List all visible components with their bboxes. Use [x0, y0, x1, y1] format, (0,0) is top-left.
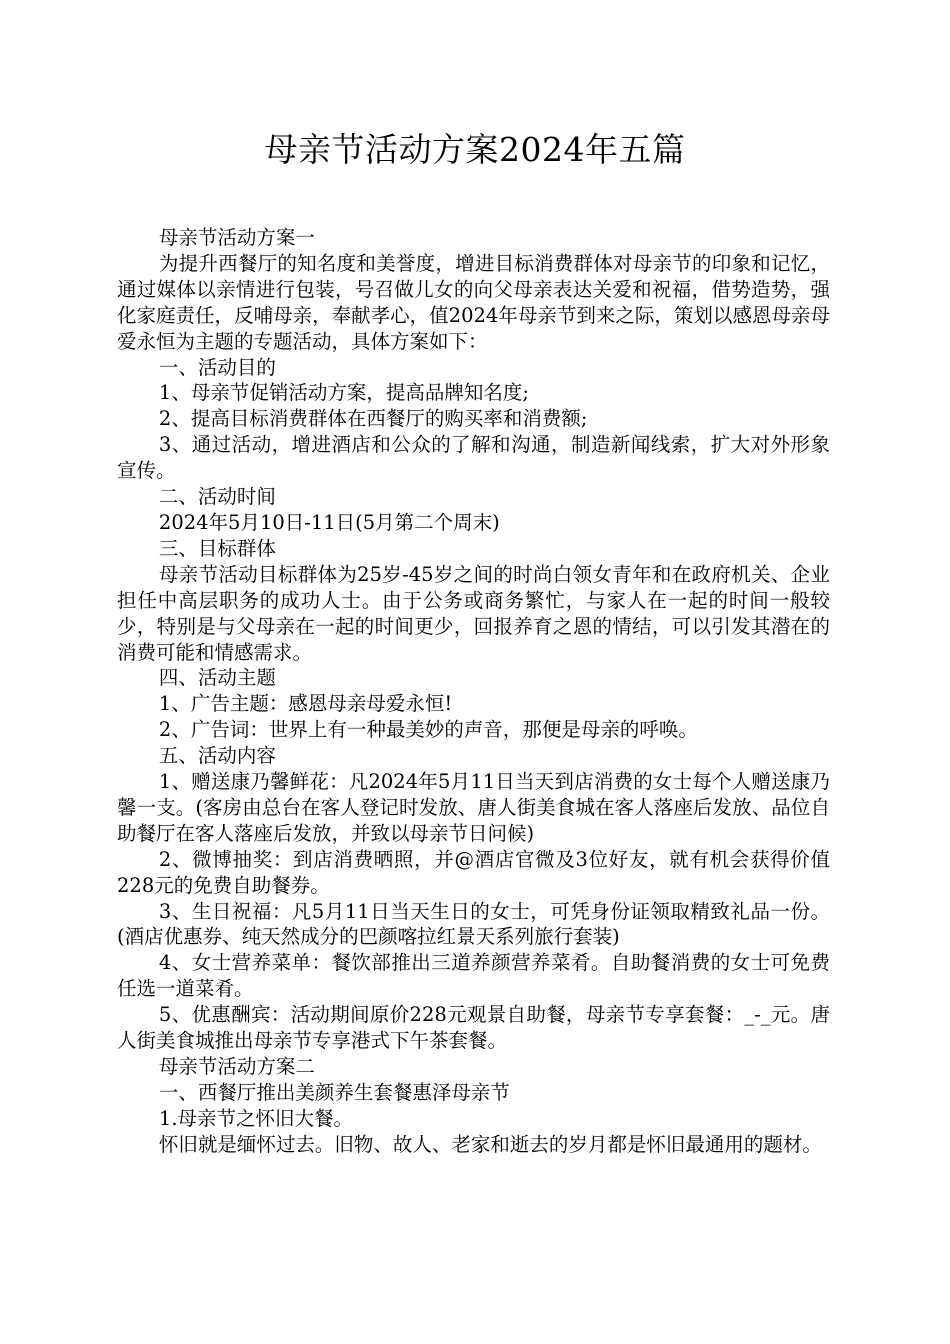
list-item: 1、广告主题：感恩母亲母爱永恒! — [158, 692, 453, 716]
section-heading: 三、目标群体 — [158, 536, 276, 560]
body-paragraph: 母亲节活动目标群体为25岁-45岁之间的时尚白领女青年和在政府机关、企业担任中高层职务的成功人士。由于公务或商务繁忙，与家人在一起的时间一般较少，特别是与父母亲在一起的时间更少，回报养育之恩的情结，可以引发其潜在的消费可能和情感需求。 — [117, 562, 830, 664]
document-body — [117, 225, 830, 1158]
list-item: 3、通过活动，增进酒店和公众的了解和沟通，制造新闻线索，扩大对外形象宣传。 — [117, 433, 830, 483]
document-title: 母亲节活动方案2024年五篇 — [264, 130, 686, 169]
list-item: 4、女士营养菜单：餐饮部推出三道养颜营养菜肴。自助餐消费的女士可免费任选一道菜肴。 — [117, 951, 830, 1001]
list-item: 5、优惠酬宾：活动期间原价228元观景自助餐，母亲节专享套餐：_-_元。唐人街美食城推出母亲节专享港式下午茶套餐。 — [117, 1003, 830, 1053]
list-item: 2、微博抽奖：到店消费晒照，并@酒店官微及3位好友，就有机会获得价值228元的免费自助餐券。 — [117, 847, 830, 897]
list-item: 1.母亲节之怀旧大餐。 — [158, 1106, 354, 1130]
section-heading: 二、活动时间 — [158, 485, 276, 509]
section-heading: 一、西餐厅推出美颜养生套餐惠泽母亲节 — [158, 1080, 510, 1104]
section-heading: 一、活动目的 — [158, 355, 276, 379]
body-paragraph: 怀旧就是缅怀过去。旧物、故人、老家和逝去的岁月都是怀旧最通用的题材。 — [158, 1132, 822, 1156]
section-heading: 五、活动内容 — [158, 744, 276, 768]
list-item: 1、赠送康乃馨鲜花：凡2024年5月11日当天到店消费的女士每个人赠送康乃馨一支。(客房由总台在客人登记时发放、唐人街美食城在客人落座后发放、品位自助餐厅在客人落座后发放，并致以母亲节日问候) — [117, 770, 830, 845]
section-heading: 母亲节活动方案一 — [158, 226, 315, 249]
section-heading: 母亲节活动方案二 — [158, 1055, 315, 1078]
list-item: 2、提高目标消费群体在西餐厅的购买率和消费额; — [158, 407, 588, 431]
list-item: 3、生日祝福：凡5月11日当天生日的女士，可凭身份证领取精致礼品一份。(酒店优惠券、纯天然成分的巴颜喀拉红景天系列旅行套装) — [117, 899, 830, 949]
body-paragraph: 为提升西餐厅的知名度和美誉度，增进目标消费群体对母亲节的印象和记忆，通过媒体以亲情进行包装，号召做儿女的向父母亲表达关爱和祝福，借势造势，强化家庭责任，反哺母亲，奉献孝心，值2024年母亲节到来之际，策划以感恩母亲母爱永恒为主题的专题活动，具体方案如下： — [117, 251, 830, 353]
list-item: 1、母亲节促销活动方案，提高品牌知名度; — [158, 381, 529, 405]
section-heading: 四、活动主题 — [158, 666, 276, 690]
list-item: 2、广告词：世界上有一种最美妙的声音，那便是母亲的呼唤。 — [158, 718, 698, 742]
body-paragraph: 2024年5月10日-11日(5月第二个周末) — [158, 510, 500, 534]
